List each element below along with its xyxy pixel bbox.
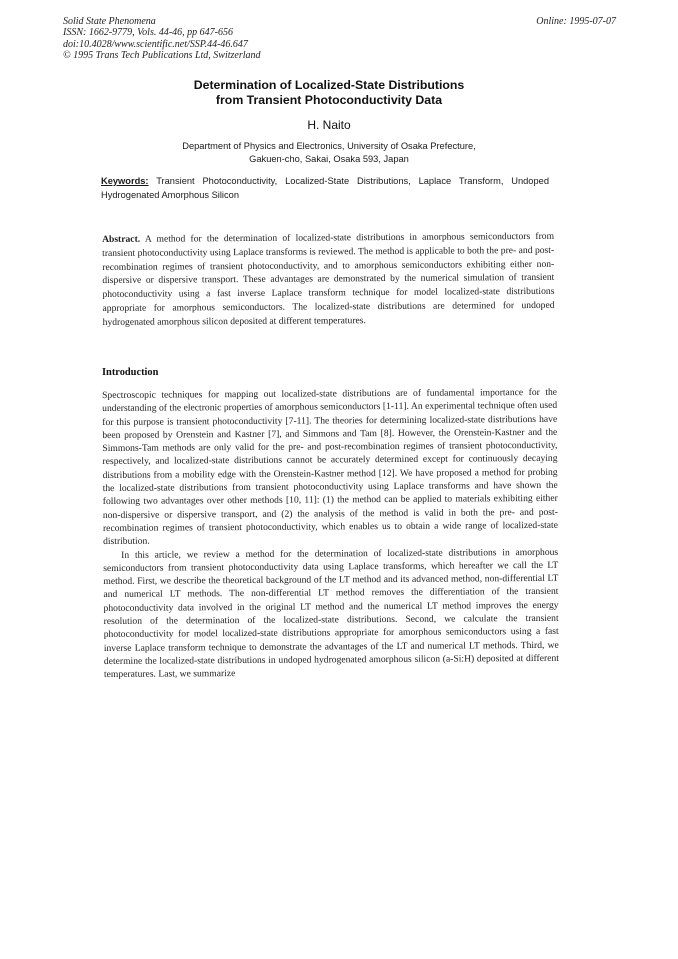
issn-line: ISSN: 1662-9779, Vols. 44-46, pp 647-656 — [63, 27, 233, 39]
title-line-1: Determination of Localized-State Distributions — [193, 78, 465, 92]
copyright-line: © 1995 Trans Tech Publications Ltd, Switzerland — [63, 50, 261, 62]
keywords-label: Keywords: — [101, 176, 149, 186]
keywords — [101, 175, 549, 202]
author-name: H. Naito — [307, 118, 351, 132]
journal-header — [63, 16, 383, 62]
intro-paragraph-2: In this article, we review a method for the determination of localized-state distributions in amorphous semiconductors from transient photoconductivity data using Laplace transforms, which hereafter we call the LT method. First, we describe the theoretical background of the LT method and its advanced method, non-differential LT and numerical LT methods. The non-differential LT method removes the differentiation of the transient photoconductivity data involved in the original LT method and the numerical LT method improves the energy resolution of the determination of the localized-state distributions. Second, we calculate the transient photoconductivity for model localized-state distributions appropriate for amorphous semiconductors using a fast inverse Laplace transform technique to demonstrate the advantages of the LT and numerical LT methods. Third, we determine the localized-state distributions in undoped hydrogenated amorphous silicon (a-Si:H) deposited at different temperatures. Last, we summarize — [103, 546, 559, 681]
doi-line[interactable]: doi:10.4028/www.scientific.net/SSP.44-46.647 — [63, 38, 248, 50]
introduction-body — [102, 386, 559, 682]
affiliation-line-1: Department of Physics and Electronics, University of Osaka Prefecture, — [182, 141, 476, 151]
paper-title — [100, 78, 558, 108]
keywords-text: Transient Photoconductivity, Localized-State Distributions, Laplace Transform, Undoped Hydrogenated Amorphous Silicon — [101, 176, 549, 200]
journal-name: Solid State Phenomena — [63, 16, 156, 27]
intro-paragraph-1: Spectroscopic techniques for mapping out localized-state distributions are of fundamental importance for the understanding of the electronic properties of amorphous semiconductors [1-11]. An experimental technique often used for this purpose is transient photoconductivity [7-11]. The theories for determining localized-state distributions have been proposed by Orenstein and Kastner [7], and Simmons and Tam [8]. However, the Orenstein-Kastner and the Simmons-Tam methods are only valid for the pre- and post-recombination regimes of transient photoconductivity, respectively, and localized-state distributions cannot be accurately determined except for continuously decaying distributions from a mobility edge with the Orenstein-Kastner method [12]. We have proposed a method for probing the localized-state distributions from transient photoconductivity using Laplace transforms and have shown the following two advantages over other methods [10, 11]: (1) the method can be applied to materials exhibiting either non-dispersive or dispersive transport, and (2) the analysis of the method is valid in both the pre- and post-recombination regimes of transient photoconductivity, which enables us to obtain a wide range of localized-state distribution. — [102, 386, 559, 548]
affiliation-line-2: Gakuen-cho, Sakai, Osaka 593, Japan — [249, 153, 409, 164]
abstract — [102, 230, 555, 330]
abstract-text: A method for the determination of localized-state distributions in amorphous semiconductors from transient photoconductivity using Laplace transforms is reviewed. The method is applicable to both the pre- and post-recombination regimes of transient photoconductivity, and to amorphous semiconductors exhibiting either non-dispersive or dispersive transport. These advantages are demonstrated by the numerical simulation of transient photoconductivity using a fast inverse Laplace transform technique for model localized-state distributions appropriate for amorphous semiconductors. The localized-state distributions are determined for undoped hydrogenated amorphous silicon deposited at different temperatures. — [102, 230, 555, 328]
abstract-label: Abstract. — [102, 233, 141, 245]
title-line-2: from Transient Photoconductivity Data — [215, 93, 443, 107]
introduction-heading: Introduction — [102, 367, 159, 378]
affiliation — [100, 140, 558, 165]
online-date: Online: 1995-07-07 — [536, 16, 616, 27]
